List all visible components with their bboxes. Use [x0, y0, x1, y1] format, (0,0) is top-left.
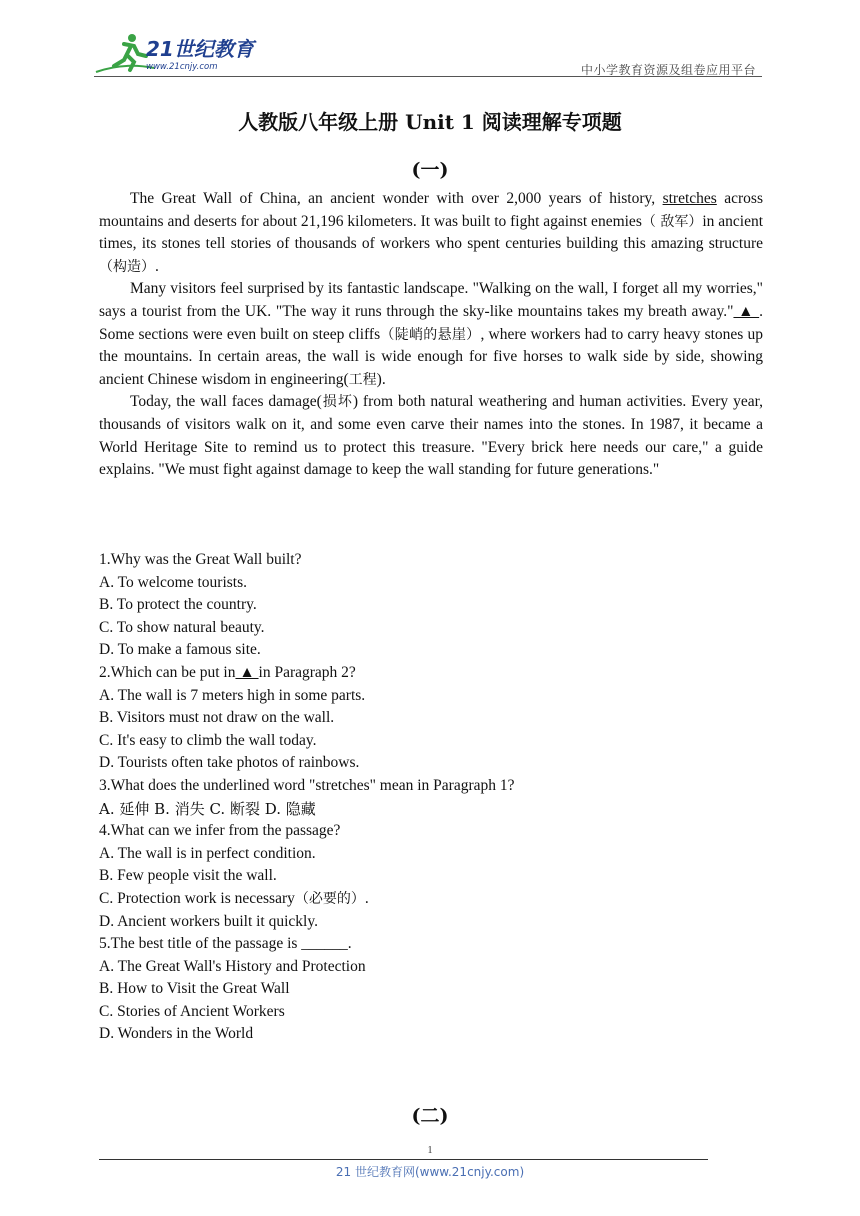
option: D. Tourists often take photos of rainbows.: [99, 754, 360, 772]
question-2: [99, 662, 763, 685]
page-title: 人教版八年级上册 Unit 1 阅读理解专项题: [238, 110, 622, 134]
chinese-gloss: （构造）: [99, 258, 155, 275]
page-number: 1: [427, 1145, 433, 1156]
text: , where workers had to carry heavy stones up the mountains. In certain areas, the wall is wide enough for five horses to walk side by side, showing ancient Chinese wisdom in engineering(: [99, 325, 764, 388]
logo-text: 21世纪教育: [146, 37, 254, 61]
text: .: [364, 889, 369, 907]
option: B. Visitors must not draw on the wall.: [99, 709, 335, 727]
option: D. Ancient workers built it quickly.: [99, 912, 318, 930]
option: B. Few people visit the wall.: [99, 867, 277, 885]
question-1: 1.Why was the Great Wall built?: [99, 551, 302, 568]
chinese-gloss: 损坏: [321, 394, 353, 411]
text: .: [155, 257, 159, 275]
text: . Some sections were even built on steep cliffs: [99, 302, 763, 343]
chinese-gloss: （陡峭的悬崖）: [380, 326, 481, 343]
option: B. To protect the country.: [99, 596, 257, 614]
option: C. To show natural beauty.: [99, 618, 265, 636]
underlined-word: stretches: [662, 190, 717, 207]
footer-divider: [99, 1159, 708, 1160]
option: A. The wall is 7 meters high in some parts.: [99, 686, 366, 704]
text: in ancient times, its stones tell stories of thousands of workers who spent centuries building this amazing structure: [99, 212, 764, 253]
site-logo: [94, 32, 264, 76]
option: D. Wonders in the World: [99, 1025, 254, 1043]
question-4: 4.What can we infer from the passage?: [99, 822, 341, 840]
platform-name: 中小学教育资源及组卷应用平台: [580, 63, 756, 77]
option: B. How to Visit the Great Wall: [99, 980, 290, 998]
section-heading-2: (二): [411, 1105, 449, 1127]
page-header: [94, 30, 762, 78]
option: [99, 888, 763, 911]
option: A. To welcome tourists.: [99, 573, 248, 591]
footer-site: 21 世纪教育网(www.21cnjy.com): [335, 1165, 525, 1179]
text: C. Protection work is necessary: [99, 889, 295, 907]
option: A. The wall is in perfect condition.: [99, 844, 316, 862]
text: ) from both natural weathering and human activities. Every year, thousands of visitors walk on it, and some even carve their names into the stones. In 1987, it became a World Heritage Site to remind us to protect this treasure. "Every brick here needs our care," a guide explains. "We must fight against damage to keep the wall standing for future generations.": [99, 393, 763, 479]
option: C. Stories of Ancient Workers: [99, 1002, 285, 1020]
chinese-gloss: （必要的）: [294, 890, 365, 907]
paragraph-3: [99, 391, 763, 481]
logo-url: www.21cnjy.com: [146, 62, 218, 72]
answer-blank: ▲: [235, 663, 259, 681]
chinese-gloss: （ 敌军）: [641, 213, 703, 230]
text: The Great Wall of China, an ancient wonder with over 2,000 years of history,: [130, 190, 663, 207]
text: 2.Which can be put in: [99, 663, 236, 681]
option-row: A. 延伸 B. 消失 C. 断裂 D. 隐藏: [99, 799, 316, 818]
text: ).: [376, 370, 386, 388]
answer-blank: ▲: [733, 302, 760, 320]
text: Today, the wall faces damage(: [130, 393, 322, 411]
text: in Paragraph 2?: [258, 663, 356, 681]
question-3: 3.What does the underlined word "stretches" mean in Paragraph 1?: [99, 776, 515, 794]
text: Many visitors feel surprised by its fantastic landscape. "Walking on the wall, I forget all my worries," says a tourist from the UK. "The way it runs through the sky-like mountains takes my breath away.": [99, 280, 763, 320]
chinese-gloss: 工程: [348, 371, 377, 388]
section-heading-1: (一): [411, 159, 449, 181]
reading-passage: [99, 188, 763, 482]
header-divider: [94, 76, 762, 77]
paragraph-1: [99, 188, 763, 278]
option: D. To make a famous site.: [99, 641, 261, 659]
option: A. The Great Wall's History and Protection: [99, 957, 366, 975]
question-5: 5.The best title of the passage is ______.: [99, 935, 352, 953]
question-list: [99, 549, 763, 1046]
paragraph-2: [99, 278, 763, 391]
text: across mountains and deserts for about 21,196 kilometers. It was built to fight against enemies: [99, 190, 763, 230]
option: C. It's easy to climb the wall today.: [99, 731, 317, 749]
